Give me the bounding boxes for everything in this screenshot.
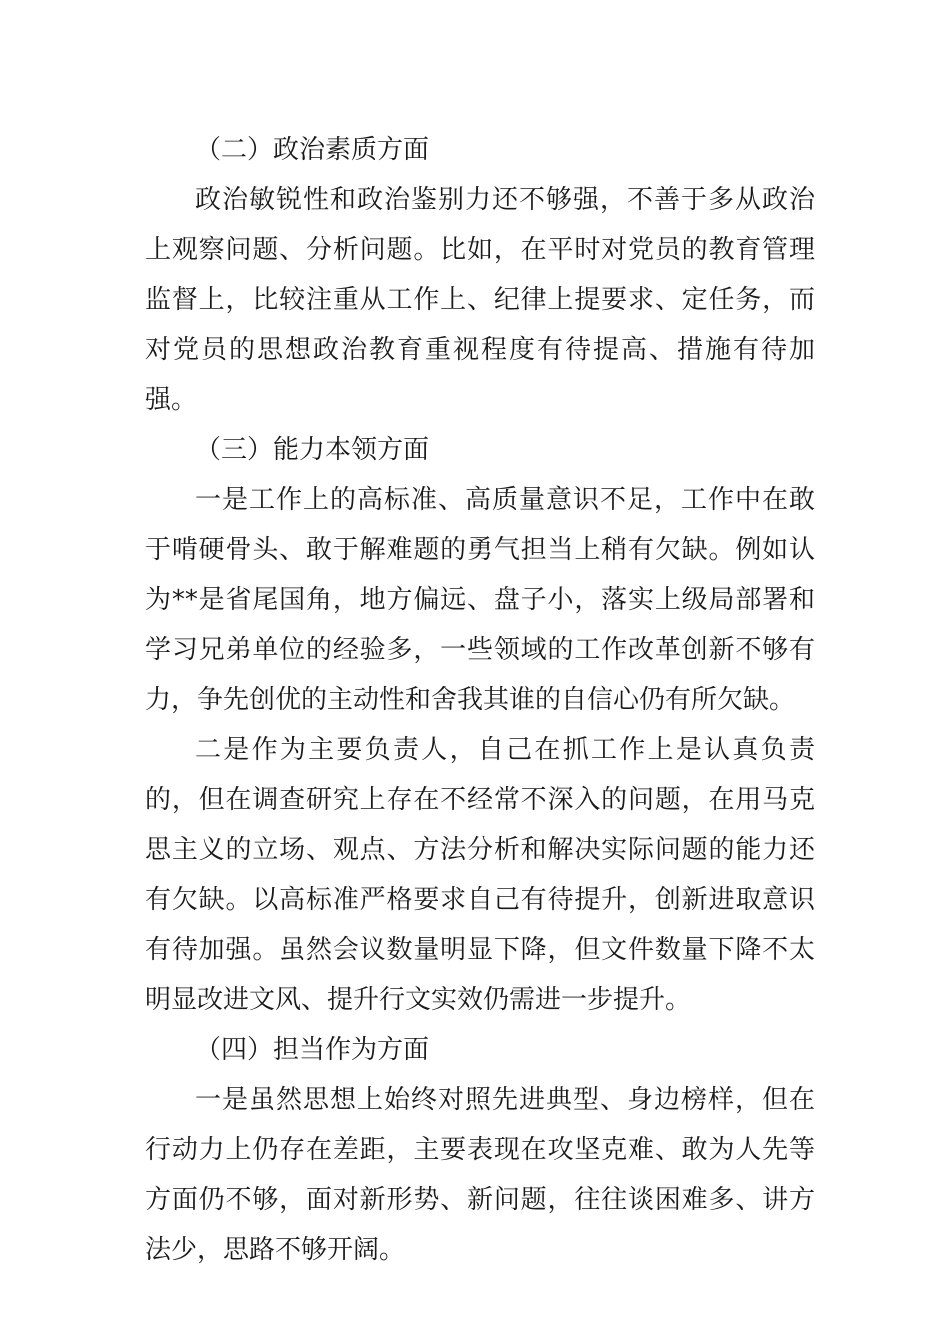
paragraph-ability-2: 二是作为主要负责人，自己在抓工作上是认真负责的，但在调查研究上存在不经常不深入的问题，在用马克思主义的立场、观点、方法分析和解决实际问题的能力还有欠缺。以高标准严格要求自己有待提升，创新进取意识有待加强。虽然会议数量明显下降，但文件数量下降不太明显改进文风、提升行文实效仍需进一步提升。 xyxy=(145,735,815,1015)
section-heading-responsibility: （四）担当作为方面 xyxy=(195,1035,430,1065)
document-body xyxy=(145,125,815,1275)
section-heading-ability: （三）能力本领方面 xyxy=(195,435,430,465)
section-heading-political-quality: （二）政治素质方面 xyxy=(195,135,430,165)
paragraph-ability-1: 一是工作上的高标准、高质量意识不足，工作中在敢于啃硬骨头、敢于解难题的勇气担当上稍有欠缺。例如认为**是省尾国角，地方偏远、盘子小，落实上级局部署和学习兄弟单位的经验多，一些领域的工作改革创新不够有力，争先创优的主动性和舍我其谁的自信心仍有所欠缺。 xyxy=(145,485,815,715)
paragraph-political-quality: 政治敏锐性和政治鉴别力还不够强，不善于多从政治上观察问题、分析问题。比如，在平时对党员的教育管理监督上，比较注重从工作上、纪律上提要求、定任务，而对党员的思想政治教育重视程度有待提高、措施有待加强。 xyxy=(145,185,815,415)
paragraph-responsibility-1: 一是虽然思想上始终对照先进典型、身边榜样，但在行动力上仍存在差距，主要表现在攻坚克难、敢为人先等方面仍不够，面对新形势、新问题，往往谈困难多、讲方法少，思路不够开阔。 xyxy=(145,1085,815,1265)
